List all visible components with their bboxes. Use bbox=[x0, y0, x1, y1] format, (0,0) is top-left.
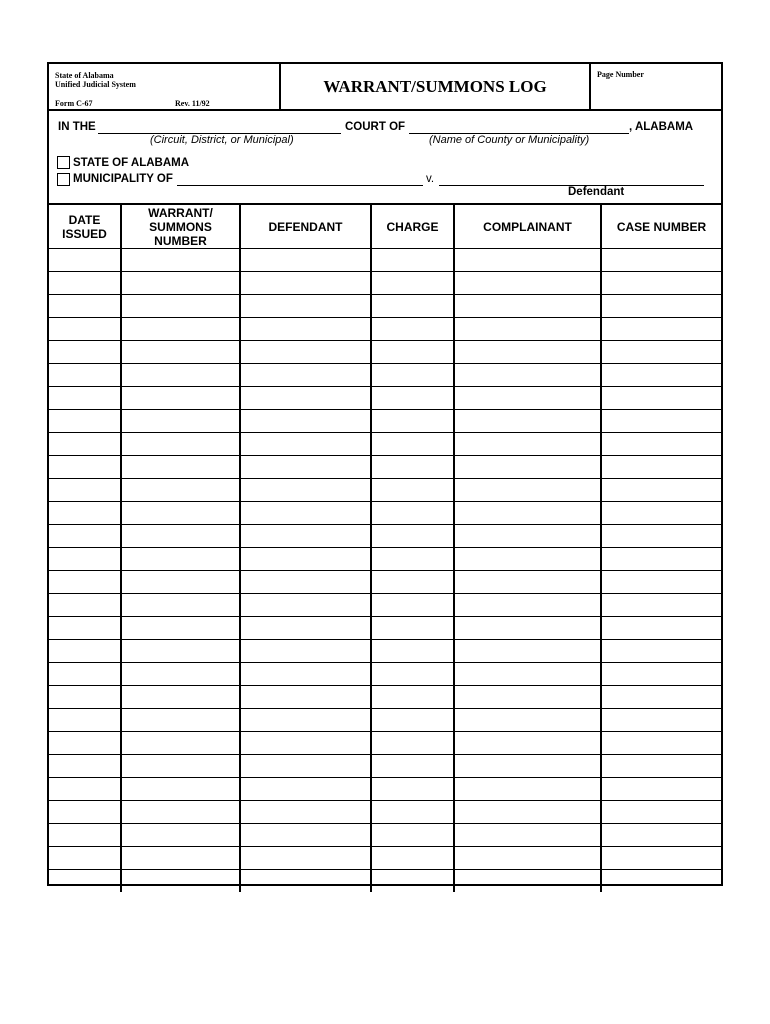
case-number-cell[interactable] bbox=[601, 847, 721, 870]
defendant-cell[interactable] bbox=[240, 870, 371, 893]
case-number-cell[interactable] bbox=[601, 732, 721, 755]
charge-cell[interactable] bbox=[371, 249, 454, 272]
warrant-summons-number-cell[interactable] bbox=[121, 295, 240, 318]
complainant-cell[interactable] bbox=[454, 479, 601, 502]
in-the-label: IN THE bbox=[58, 121, 96, 133]
table-row bbox=[49, 341, 721, 364]
case-number-cell[interactable] bbox=[601, 571, 721, 594]
charge-cell[interactable] bbox=[371, 525, 454, 548]
complainant-cell[interactable] bbox=[454, 870, 601, 893]
state-of-alabama-label: STATE OF ALABAMA bbox=[73, 157, 190, 169]
table-row bbox=[49, 364, 721, 387]
warrant-summons-number-cell[interactable] bbox=[121, 755, 240, 778]
defendant-cell[interactable] bbox=[240, 318, 371, 341]
date-issued-cell[interactable] bbox=[49, 548, 121, 571]
case-number-cell[interactable] bbox=[601, 249, 721, 272]
case-number-cell[interactable] bbox=[601, 479, 721, 502]
warrant-summons-number-cell[interactable] bbox=[121, 249, 240, 272]
issuer-state: State of Alabama bbox=[55, 71, 114, 80]
complainant-cell[interactable] bbox=[454, 686, 601, 709]
warrant-summons-number-cell[interactable] bbox=[121, 801, 240, 824]
date-issued-cell[interactable] bbox=[49, 571, 121, 594]
charge-cell[interactable] bbox=[371, 272, 454, 295]
complainant-cell[interactable] bbox=[454, 548, 601, 571]
defendant-cell[interactable] bbox=[240, 709, 371, 732]
charge-cell[interactable] bbox=[371, 686, 454, 709]
charge-cell[interactable] bbox=[371, 594, 454, 617]
case-number-cell[interactable] bbox=[601, 502, 721, 525]
form-revision: Rev. 11/92 bbox=[175, 99, 210, 108]
defendant-cell[interactable] bbox=[240, 341, 371, 364]
date-issued-cell[interactable] bbox=[49, 295, 121, 318]
case-number-cell[interactable] bbox=[601, 663, 721, 686]
complainant-cell[interactable] bbox=[454, 502, 601, 525]
date-issued-cell[interactable] bbox=[49, 318, 121, 341]
municipality-of-label: MUNICIPALITY OF bbox=[73, 173, 173, 185]
charge-cell[interactable] bbox=[371, 755, 454, 778]
warrant-summons-number-cell[interactable] bbox=[121, 502, 240, 525]
charge-cell[interactable] bbox=[371, 640, 454, 663]
charge-cell[interactable] bbox=[371, 663, 454, 686]
warrant-summons-number-cell[interactable] bbox=[121, 594, 240, 617]
page-number-cell[interactable] bbox=[591, 64, 721, 109]
table-row bbox=[49, 709, 721, 732]
date-issued-cell[interactable] bbox=[49, 364, 121, 387]
date-issued-cell[interactable] bbox=[49, 755, 121, 778]
case-number-cell[interactable] bbox=[601, 295, 721, 318]
column-header-date-issued: DATE ISSUED bbox=[49, 204, 121, 249]
warrant-summons-number-cell[interactable] bbox=[121, 479, 240, 502]
table-row bbox=[49, 525, 721, 548]
case-number-cell[interactable] bbox=[601, 617, 721, 640]
date-issued-cell[interactable] bbox=[49, 433, 121, 456]
complainant-cell[interactable] bbox=[454, 801, 601, 824]
form-number: Form C-67 bbox=[55, 99, 93, 108]
warrant-summons-number-cell[interactable] bbox=[121, 341, 240, 364]
court-type-hint: (Circuit, District, or Municipal) bbox=[150, 134, 294, 146]
case-number-cell[interactable] bbox=[601, 525, 721, 548]
charge-cell[interactable] bbox=[371, 387, 454, 410]
warrant-summons-number-cell[interactable] bbox=[121, 318, 240, 341]
date-issued-cell[interactable] bbox=[49, 341, 121, 364]
complainant-cell[interactable] bbox=[454, 433, 601, 456]
date-issued-cell[interactable] bbox=[49, 847, 121, 870]
case-number-cell[interactable] bbox=[601, 456, 721, 479]
warrant-summons-log-form bbox=[47, 62, 723, 886]
state-of-alabama-checkbox[interactable] bbox=[57, 156, 70, 169]
warrant-summons-number-cell[interactable] bbox=[121, 525, 240, 548]
complainant-cell[interactable] bbox=[454, 318, 601, 341]
complainant-cell[interactable] bbox=[454, 824, 601, 847]
table-row bbox=[49, 548, 721, 571]
charge-cell[interactable] bbox=[371, 410, 454, 433]
case-number-cell[interactable] bbox=[601, 778, 721, 801]
defendant-cell[interactable] bbox=[240, 433, 371, 456]
charge-cell[interactable] bbox=[371, 318, 454, 341]
defendant-caption-label: Defendant bbox=[568, 186, 625, 198]
municipality-checkbox[interactable] bbox=[57, 173, 70, 186]
date-issued-cell[interactable] bbox=[49, 617, 121, 640]
case-number-cell[interactable] bbox=[601, 640, 721, 663]
case-number-cell[interactable] bbox=[601, 709, 721, 732]
complainant-cell[interactable] bbox=[454, 295, 601, 318]
complainant-cell[interactable] bbox=[454, 709, 601, 732]
charge-cell[interactable] bbox=[371, 502, 454, 525]
charge-cell[interactable] bbox=[371, 870, 454, 893]
case-number-cell[interactable] bbox=[601, 548, 721, 571]
warrant-summons-number-cell[interactable] bbox=[121, 847, 240, 870]
warrant-summons-number-cell[interactable] bbox=[121, 456, 240, 479]
table-row bbox=[49, 870, 721, 893]
date-issued-cell[interactable] bbox=[49, 456, 121, 479]
column-header-warrant-summons-number: WARRANT/ SUMMONS NUMBER bbox=[121, 204, 240, 249]
charge-cell[interactable] bbox=[371, 479, 454, 502]
defendant-cell[interactable] bbox=[240, 456, 371, 479]
defendant-cell[interactable] bbox=[240, 847, 371, 870]
defendant-cell[interactable] bbox=[240, 617, 371, 640]
table-row bbox=[49, 502, 721, 525]
warrant-summons-number-cell[interactable] bbox=[121, 870, 240, 893]
complainant-cell[interactable] bbox=[454, 387, 601, 410]
defendant-cell[interactable] bbox=[240, 249, 371, 272]
column-header-charge: CHARGE bbox=[371, 204, 454, 249]
warrant-summons-number-cell[interactable] bbox=[121, 272, 240, 295]
warrant-summons-number-cell[interactable] bbox=[121, 663, 240, 686]
defendant-cell[interactable] bbox=[240, 502, 371, 525]
column-header-complainant: COMPLAINANT bbox=[454, 204, 601, 249]
defendant-cell[interactable] bbox=[240, 525, 371, 548]
table-row bbox=[49, 847, 721, 870]
date-issued-cell[interactable] bbox=[49, 778, 121, 801]
case-number-cell[interactable] bbox=[601, 433, 721, 456]
charge-cell[interactable] bbox=[371, 433, 454, 456]
defendant-cell[interactable] bbox=[240, 548, 371, 571]
defendant-cell[interactable] bbox=[240, 479, 371, 502]
case-number-cell[interactable] bbox=[601, 755, 721, 778]
complainant-cell[interactable] bbox=[454, 594, 601, 617]
log-table-header bbox=[49, 204, 721, 249]
table-row bbox=[49, 686, 721, 709]
charge-cell[interactable] bbox=[371, 778, 454, 801]
complainant-cell[interactable] bbox=[454, 778, 601, 801]
county-hint: (Name of County or Municipality) bbox=[429, 134, 590, 146]
complainant-cell[interactable] bbox=[454, 617, 601, 640]
table-row bbox=[49, 479, 721, 502]
issuer-system: Unified Judicial System bbox=[55, 80, 136, 89]
form-title: WARRANT/SUMMONS LOG bbox=[323, 77, 547, 96]
warrant-summons-number-cell[interactable] bbox=[121, 364, 240, 387]
complainant-cell[interactable] bbox=[454, 640, 601, 663]
date-issued-cell[interactable] bbox=[49, 663, 121, 686]
complainant-cell[interactable] bbox=[454, 847, 601, 870]
case-number-cell[interactable] bbox=[601, 594, 721, 617]
table-row bbox=[49, 778, 721, 801]
defendant-cell[interactable] bbox=[240, 295, 371, 318]
defendant-cell[interactable] bbox=[240, 364, 371, 387]
warrant-summons-number-cell[interactable] bbox=[121, 824, 240, 847]
charge-cell[interactable] bbox=[371, 295, 454, 318]
warrant-summons-number-cell[interactable] bbox=[121, 732, 240, 755]
charge-cell[interactable] bbox=[371, 571, 454, 594]
case-number-cell[interactable] bbox=[601, 364, 721, 387]
table-row bbox=[49, 640, 721, 663]
complainant-cell[interactable] bbox=[454, 456, 601, 479]
table-row bbox=[49, 433, 721, 456]
complainant-cell[interactable] bbox=[454, 732, 601, 755]
warrant-summons-number-cell[interactable] bbox=[121, 617, 240, 640]
warrant-summons-number-cell[interactable] bbox=[121, 686, 240, 709]
log-table bbox=[49, 203, 721, 892]
defendant-cell[interactable] bbox=[240, 686, 371, 709]
form-header bbox=[49, 64, 721, 111]
date-issued-cell[interactable] bbox=[49, 732, 121, 755]
complainant-cell[interactable] bbox=[454, 410, 601, 433]
date-issued-cell[interactable] bbox=[49, 594, 121, 617]
case-number-cell[interactable] bbox=[601, 870, 721, 893]
case-number-cell[interactable] bbox=[601, 410, 721, 433]
table-row bbox=[49, 387, 721, 410]
defendant-cell[interactable] bbox=[240, 571, 371, 594]
warrant-summons-number-cell[interactable] bbox=[121, 433, 240, 456]
alabama-label: , ALABAMA bbox=[629, 121, 694, 133]
complainant-cell[interactable] bbox=[454, 663, 601, 686]
defendant-cell[interactable] bbox=[240, 824, 371, 847]
warrant-summons-number-cell[interactable] bbox=[121, 548, 240, 571]
defendant-cell[interactable] bbox=[240, 778, 371, 801]
table-row bbox=[49, 295, 721, 318]
complainant-cell[interactable] bbox=[454, 755, 601, 778]
case-number-cell[interactable] bbox=[601, 824, 721, 847]
defendant-cell[interactable] bbox=[240, 755, 371, 778]
complainant-cell[interactable] bbox=[454, 272, 601, 295]
defendant-cell[interactable] bbox=[240, 663, 371, 686]
warrant-summons-number-cell[interactable] bbox=[121, 387, 240, 410]
court-of-label: COURT OF bbox=[345, 121, 406, 133]
charge-cell[interactable] bbox=[371, 824, 454, 847]
charge-cell[interactable] bbox=[371, 617, 454, 640]
date-issued-cell[interactable] bbox=[49, 686, 121, 709]
case-number-cell[interactable] bbox=[601, 272, 721, 295]
date-issued-cell[interactable] bbox=[49, 502, 121, 525]
defendant-cell[interactable] bbox=[240, 732, 371, 755]
form-header-title-cell bbox=[281, 64, 591, 109]
form-header-left bbox=[49, 64, 281, 109]
defendant-cell[interactable] bbox=[240, 640, 371, 663]
charge-cell[interactable] bbox=[371, 548, 454, 571]
charge-cell[interactable] bbox=[371, 341, 454, 364]
complainant-cell[interactable] bbox=[454, 341, 601, 364]
table-row bbox=[49, 318, 721, 341]
charge-cell[interactable] bbox=[371, 456, 454, 479]
versus-label: v. bbox=[426, 173, 435, 185]
case-number-cell[interactable] bbox=[601, 387, 721, 410]
charge-cell[interactable] bbox=[371, 847, 454, 870]
column-header-case-number: CASE NUMBER bbox=[601, 204, 721, 249]
warrant-summons-number-cell[interactable] bbox=[121, 410, 240, 433]
charge-cell[interactable] bbox=[371, 732, 454, 755]
date-issued-cell[interactable] bbox=[49, 870, 121, 893]
table-row bbox=[49, 824, 721, 847]
table-row bbox=[49, 272, 721, 295]
table-row bbox=[49, 571, 721, 594]
date-issued-cell[interactable] bbox=[49, 525, 121, 548]
date-issued-cell[interactable] bbox=[49, 640, 121, 663]
complainant-cell[interactable] bbox=[454, 571, 601, 594]
warrant-summons-number-cell[interactable] bbox=[121, 709, 240, 732]
table-row bbox=[49, 410, 721, 433]
charge-cell[interactable] bbox=[371, 364, 454, 387]
date-issued-cell[interactable] bbox=[49, 410, 121, 433]
column-header-defendant: DEFENDANT bbox=[240, 204, 371, 249]
case-number-cell[interactable] bbox=[601, 318, 721, 341]
case-number-cell[interactable] bbox=[601, 686, 721, 709]
table-row bbox=[49, 732, 721, 755]
table-row bbox=[49, 663, 721, 686]
defendant-cell[interactable] bbox=[240, 272, 371, 295]
defendant-cell[interactable] bbox=[240, 594, 371, 617]
date-issued-cell[interactable] bbox=[49, 709, 121, 732]
complainant-cell[interactable] bbox=[454, 364, 601, 387]
page-number-label: Page Number bbox=[597, 70, 644, 79]
table-row bbox=[49, 617, 721, 640]
charge-cell[interactable] bbox=[371, 801, 454, 824]
warrant-summons-number-cell[interactable] bbox=[121, 640, 240, 663]
warrant-summons-number-cell[interactable] bbox=[121, 571, 240, 594]
date-issued-cell[interactable] bbox=[49, 387, 121, 410]
defendant-cell[interactable] bbox=[240, 410, 371, 433]
warrant-summons-number-cell[interactable] bbox=[121, 778, 240, 801]
case-number-cell[interactable] bbox=[601, 801, 721, 824]
defendant-cell[interactable] bbox=[240, 801, 371, 824]
table-row bbox=[49, 801, 721, 824]
charge-cell[interactable] bbox=[371, 709, 454, 732]
table-row bbox=[49, 456, 721, 479]
defendant-cell[interactable] bbox=[240, 387, 371, 410]
complainant-cell[interactable] bbox=[454, 525, 601, 548]
date-issued-cell[interactable] bbox=[49, 824, 121, 847]
complainant-cell[interactable] bbox=[454, 249, 601, 272]
date-issued-cell[interactable] bbox=[49, 479, 121, 502]
date-issued-cell[interactable] bbox=[49, 272, 121, 295]
municipality-field[interactable] bbox=[177, 185, 423, 186]
date-issued-cell[interactable] bbox=[49, 249, 121, 272]
table-row bbox=[49, 755, 721, 778]
table-row bbox=[49, 249, 721, 272]
table-row bbox=[49, 594, 721, 617]
case-number-cell[interactable] bbox=[601, 341, 721, 364]
date-issued-cell[interactable] bbox=[49, 801, 121, 824]
